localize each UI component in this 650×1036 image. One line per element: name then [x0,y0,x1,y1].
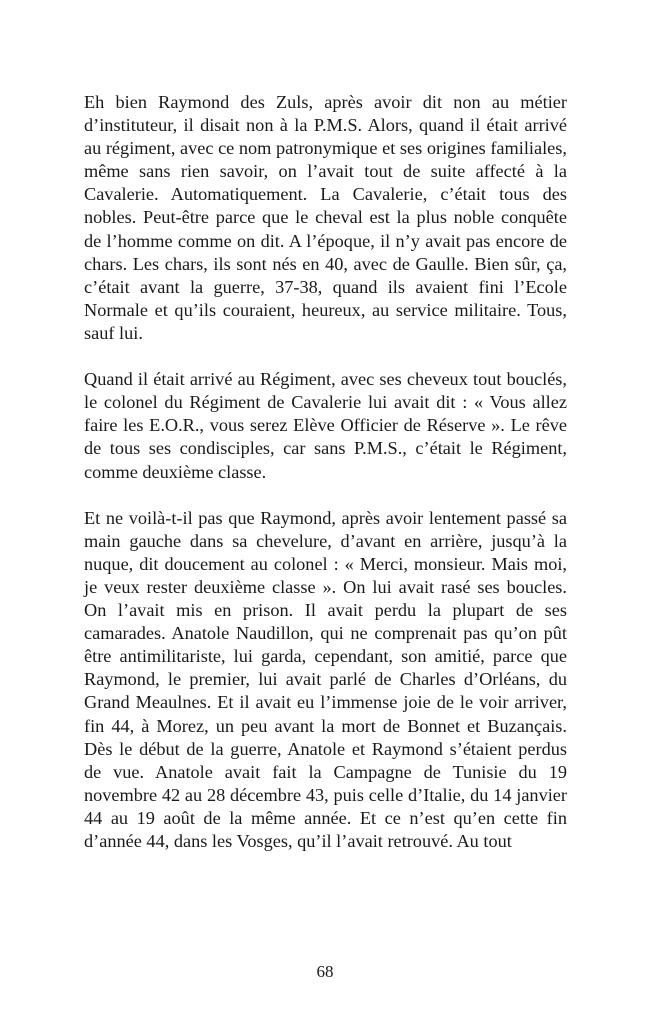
paragraph-1: Eh bien Raymond des Zuls, après avoir dit non au métier d’instituteur, il disait non à la P.M.S. Alors, quand il était arrivé au régiment, avec ce nom patronymique et ses origines familiales, même sans rien savoir, on l’avait tout de suite affecté à la Cavalerie. Automatiquement. La Cavalerie, c’était tous des nobles. Peut-être parce que le cheval est la plus noble conquête de l’homme comme on dit. A l’époque, il n’y avait pas encore de chars. Les chars, ils sont nés en 40, avec de Gaulle. Bien sûr, ça, c’était avant la guerre, 37-38, quand ils avaient fini l’Ecole Normale et qu’ils couraient, heureux, au service militaire. Tous, sauf lui. [84,92,567,343]
page-number: 68 [316,962,334,981]
body-text [84,91,567,876]
paragraph-2: Quand il était arrivé au Régiment, avec ses cheveux tout bouclés, le colonel du Régiment de Cavalerie lui avait dit : « Vous allez faire les E.O.R., vous serez Elève Officier de Réserve ». Le rêve de tous ses condisciples, car sans P.M.S., c’était le Régiment, comme deuxième classe. [84,369,567,482]
paragraph-3: Et ne voilà-t-il pas que Raymond, après avoir lentement passé sa main gauche dans sa chevelure, d’avant en arrière, jusqu’à la nuque, dit doucement au colonel : « Merci, monsieur. Mais moi, je veux rester deuxième classe ». On lui avait rasé ses boucles. On l’avait mis en prison. Il avait perdu la plupart de ses camarades. Anatole Naudillon, qui ne comprenait pas qu’on pût être antimilitariste, lui garda, cependant, son amitié, parce que Raymond, le premier, lui avait parlé de Charles d’Orléans, du Grand Meaulnes. Et il avait eu l’immense joie de le voir arriver, fin 44, à Morez, un peu avant la mort de Bonnet et Buzançais. Dès le début de la guerre, Anatole et Raymond s’étaient perdus de vue. Anatole avait fait la Campagne de Tunisie du 19 novembre 42 au 28 décembre 43, puis celle d’Italie, du 14 janvier 44 au 19 août de la même année. Et ce n’est qu’en cette fin d’année 44, dans les Vosges, qu’il l’avait retrouvé. Au tout [84,507,567,851]
